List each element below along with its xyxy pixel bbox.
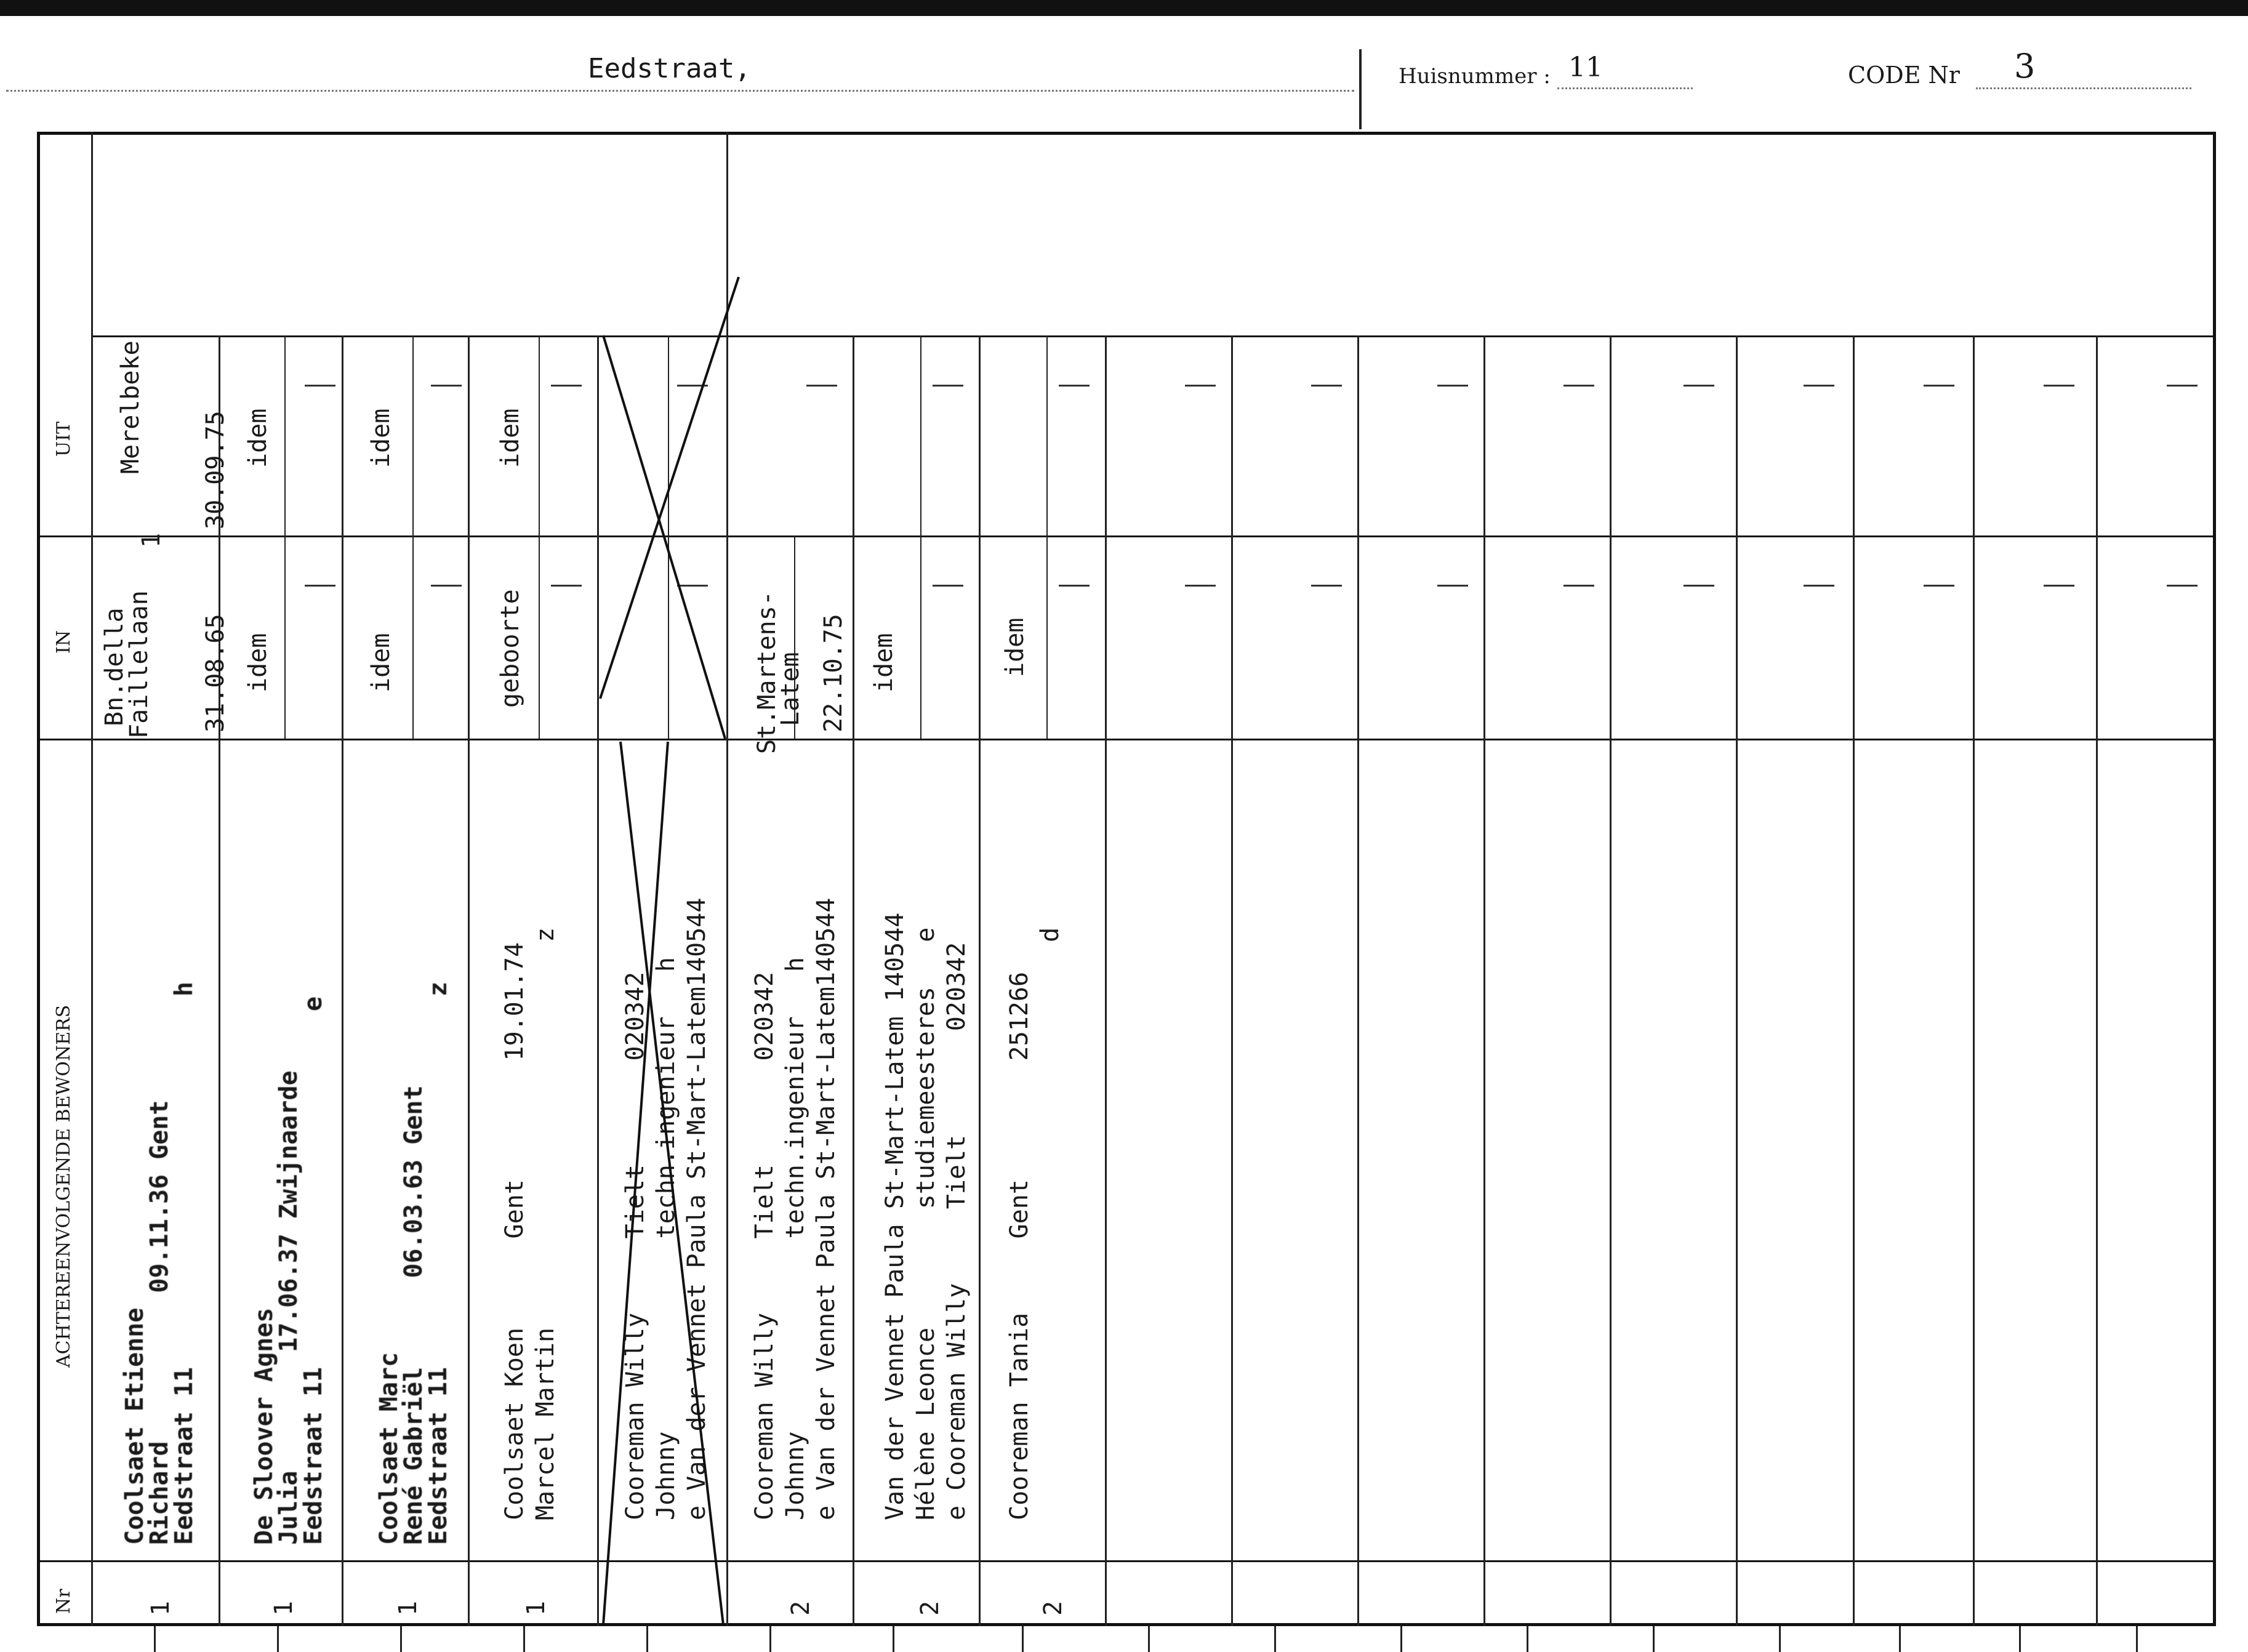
resident-line: Eedstraat 11 z [424,981,452,1545]
in-value: idem [1001,617,1029,677]
resident-line: Hélène Leonce studiemeesteres e [912,927,940,1520]
in-place-line: Latem [776,652,805,726]
nr-value: 2 [916,1600,944,1616]
code-number-label: CODE Nr [1848,62,1960,89]
in-place-line: St.Martens- [753,591,781,754]
uit-label: UIT [53,421,74,457]
nr-value: 1 [522,1600,550,1616]
nr-label: Nr [53,1589,74,1614]
resident-line: e Van der Vennet Paula St-Mart-Latem140544 [812,897,840,1520]
in-value: idem [244,633,272,692]
resident-line: Johnny techn.ingenieur h [652,956,680,1520]
in-place-line: Bn.della [100,607,129,726]
resident-line: Cooreman Willy Tielt 020342 [750,971,779,1520]
resident-line: Marcel Martin z [531,927,560,1520]
resident-line: e Cooreman Willy Tielt 020342 [942,942,971,1520]
resident-line: e Van der Vennet Paula St-Mart-Latem140544 [683,897,711,1520]
resident-line: Coolsaet Koen Gent 19.01.74 [500,942,529,1520]
nr-value: 1 [394,1600,422,1616]
nr-value: 2 [1039,1600,1067,1616]
in-date: 31.08.65 [201,614,230,732]
resident-line: Coolsaet Marc [375,1352,403,1545]
resident-line: De Sloover Agnes [250,1307,278,1545]
uit-place: Merelbeke [116,340,145,474]
resident-line: Johnny techn.ingenieur h [781,956,809,1520]
in-place-line: Faillelaan [125,590,153,739]
in-value: idem [870,633,898,692]
nr-value: 1 [147,1600,175,1616]
resident-line: René Gabriël 06.03.63 Gent [399,1085,428,1545]
in-date: 22.10.75 [819,614,848,732]
resident-line: Cooreman Tania Gent 251266 [1005,971,1034,1520]
in-label: IN [53,630,74,654]
resident-line: Coolsaet Etienne [121,1307,149,1545]
resident-line: Cooreman Willy Tielt 020342 [621,971,649,1520]
resident-line: d [1036,927,1064,1520]
nr-value: 2 [787,1600,815,1616]
resident-line: Richard 09.11.36 Gent [145,1100,174,1545]
code-number-value: 3 [2014,47,2036,86]
uit-value: idem [367,408,395,468]
resident-line: Van der Vennet Paula St-Mart-Latem 140544 [881,912,909,1520]
street-name: Eedstraat, [588,53,751,84]
residents-label: ACHTEREENVOLGENDE BEWONERS [53,1004,74,1368]
nr-value: 1 [270,1600,298,1616]
house-number-value: 11 [1568,52,1603,83]
in-value: idem [367,633,395,692]
house-number-label: Huisnummer : [1399,64,1551,89]
uit-date: 30.09.75 [201,411,230,529]
uit-value: idem [496,408,524,468]
in-value: geboorte [496,589,524,708]
resident-line: Eedstraat 11 h [170,981,198,1545]
resident-line: Eedstraat 11 e [299,996,327,1545]
resident-line: Julia 17.06.37 Zwijnaarde [275,1070,303,1545]
uit-value: idem [244,408,272,468]
uit-number: 1 [137,532,166,548]
